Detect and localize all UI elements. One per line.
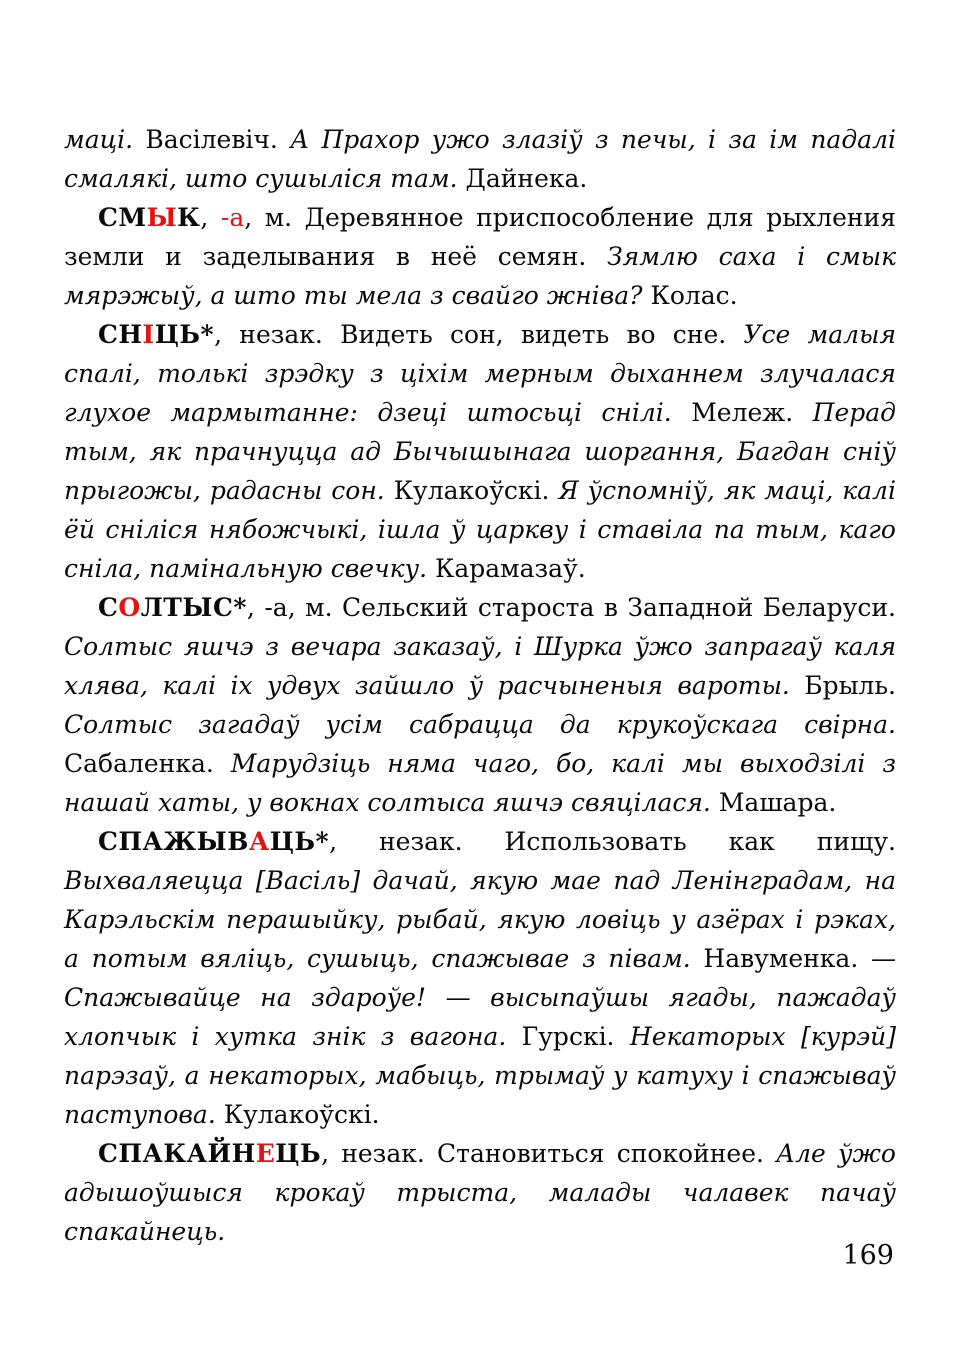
entry-spazhyvats xyxy=(64,822,896,1134)
definition-text: , -а, м. Сельский староста в Западной Беларуси. xyxy=(246,593,896,622)
grammar-form-accent: -а xyxy=(220,203,245,232)
headword-text: СПАЖЫВ xyxy=(98,827,249,856)
quote-text: Солтыс загадаў усім сабрацца да крукоўскага свірна. xyxy=(64,710,896,739)
definition-text: Гурскі. xyxy=(521,1022,630,1051)
quote-text: Выхваляецца [Васіль] дачай, якую мае пад Ленінградам, на Карэльскім перашыйку, рыбай, якую ловіць у азёрах і рэках, а потым вяліць, сушыць, спажывае з півам. xyxy=(64,866,896,973)
quote-text: Зямлю саха і смык мярэжыў, а што ты мела з свайго жніва? xyxy=(64,242,896,310)
quote-text: Усе малыя спалі, толькі зрэдку з ціхім мерным дыханнем злучалася глухое мармытанне: дзеці штосьці снілі. xyxy=(64,320,896,427)
headword-accent-letter: О xyxy=(118,593,141,622)
definition-text: Дайнека. xyxy=(465,164,588,193)
definition-text: Навуменка. xyxy=(703,944,871,973)
definition-text: , незак. Видеть сон, видеть во сне. xyxy=(214,320,744,349)
headword-accent-letter: Е xyxy=(255,1139,276,1168)
quote-text: — Спажывайце на здароўе! — высыпаўшы ягады, пажадаў хлопчык і хутка знік з вагона. xyxy=(64,944,896,1051)
entry-continuation xyxy=(64,120,896,198)
definition-text: Кулакоўскі. xyxy=(393,476,559,505)
headword-accent-letter: Ы xyxy=(146,203,178,232)
definition-text: Кулакоўскі. xyxy=(223,1100,380,1129)
entry-soltys xyxy=(64,588,896,822)
headword-text: ЦЬ* xyxy=(154,320,215,349)
definition-text: Карамазаў. xyxy=(434,554,586,583)
quote-text: Марудзіць няма чаго, бо, калі мы выходзілі з нашай хаты, у вокнах солтыса яшчэ свяцілася. xyxy=(64,749,896,817)
definition-text: , xyxy=(200,203,221,232)
headword-text: С xyxy=(98,593,119,622)
definition-text: Машара. xyxy=(718,788,837,817)
definition-text: Сабаленка. xyxy=(64,749,231,778)
definition-text: Васілевіч. xyxy=(145,125,291,154)
headword-text: К xyxy=(177,203,201,232)
definition-text: , м. Деревянное приспособление для рыхления земли и заделывания в неё семян. xyxy=(64,203,896,271)
definition-text: Колас. xyxy=(650,281,738,310)
page-number: 169 xyxy=(842,1240,894,1271)
headword-text: ЦЬ xyxy=(275,1139,322,1168)
definition-text: Брыль. xyxy=(804,671,896,700)
quote-text: Але ўжо адышоўшыся крокаў трыста, малады чалавек пачаў спакайнець. xyxy=(64,1139,896,1246)
entry-spakainets xyxy=(64,1134,896,1251)
headword-text: ЦЬ* xyxy=(269,827,330,856)
definition-text: , незак. Использовать как пищу. xyxy=(329,827,896,856)
headword-text: СМ xyxy=(98,203,147,232)
headword-text: СН xyxy=(98,320,143,349)
quote-text: Я ўспомніў, як маці, калі ёй сніліся нябожчыкі, ішла ў царкву і ставіла па тым, каго сніла, памінальную свечку. xyxy=(64,476,896,583)
headword-accent-letter: А xyxy=(248,827,270,856)
quote-text: Солтыс яшчэ з вечара заказаў, і Шурка ўжо запрагаў каля хлява, калі іх удвух зайшло ў расчыненыя вароты. xyxy=(64,632,896,700)
headword-text: СПАКАЙН xyxy=(98,1139,256,1168)
headword-text: ЛТЫС* xyxy=(140,593,247,622)
quote-text: Некаторых [курэй] парэзаў, а некаторых, мабыць, трымаў у катуху і спажываў паступова. xyxy=(64,1022,896,1129)
entries xyxy=(64,120,896,1251)
headword-accent-letter: І xyxy=(142,320,155,349)
quote-text: А Прахор ужо злазіў з печы, і за ім падалі смалякі, што сушыліся там. xyxy=(64,125,896,193)
quote-text: Перад тым, як прачнуцца ад Бычышынага шоргання, Багдан сніў прыгожы, радасны сон. xyxy=(64,398,896,505)
definition-text: , незак. Становиться спокойнее. xyxy=(321,1139,777,1168)
definition-text: Мележ. xyxy=(691,398,813,427)
entry-smyk xyxy=(64,198,896,315)
entry-snits xyxy=(64,315,896,588)
quote-text: маці. xyxy=(64,125,146,154)
